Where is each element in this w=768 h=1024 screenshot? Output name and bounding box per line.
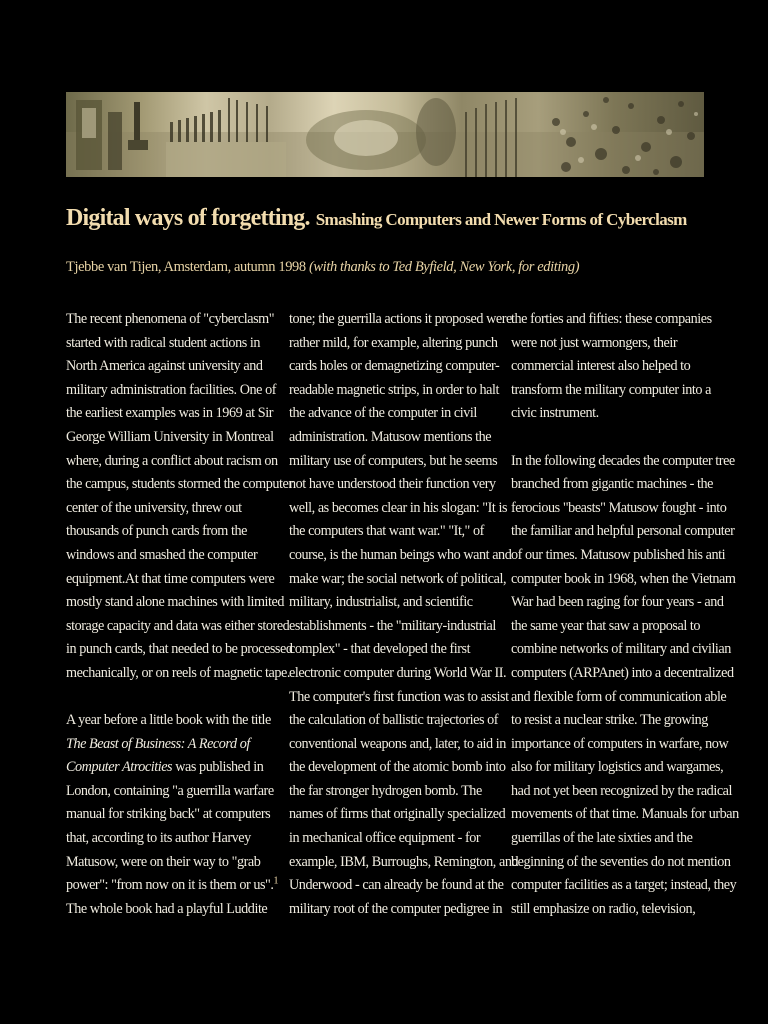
text-line: The recent phenomena of "cyberclasm" (66, 311, 275, 327)
text-line: tone; the guerrilla actions it proposed were (289, 311, 512, 327)
text-line: commercial interest also helped to (511, 358, 691, 375)
text-line: mechanically, or on reels of magnetic tape. (66, 664, 290, 681)
text-line: complex" - that developed the first (289, 641, 471, 658)
text-line: Matusow, were on their way to "grab (66, 853, 261, 870)
text-line: beginning of the seventies do not mention (511, 853, 731, 870)
paragraph (66, 709, 281, 921)
text-line: also for military logistics and wargames, (511, 759, 724, 776)
text-line: Underwood - can already be found at the (289, 877, 504, 894)
paragraph (511, 450, 739, 922)
text-line: equipment.At that time computers were (66, 570, 275, 587)
text-line: the familiar and helpful personal computer (511, 523, 735, 540)
text-line: military, industrialist, and scientific (289, 594, 473, 611)
text-line: the development of the atomic bomb into (289, 759, 506, 776)
text-line: conventional weapons and, later, to aid in (289, 735, 506, 752)
text-line: and flexible form of communication able (511, 688, 727, 705)
byline-thanks: (with thanks to Ted Byfield, New York, for editing) (308, 259, 580, 275)
text-line: the forties and fifties: these companies (511, 311, 712, 327)
text-line: cards holes or demagnetizing computer- (289, 358, 500, 375)
text-line: computer book in 1968, when the Vietnam (511, 570, 736, 587)
text-line: started with radical student actions in (66, 334, 261, 351)
text-line: course, is the human beings who want and (289, 546, 512, 563)
text-column-1 (66, 308, 293, 945)
text-line: the same year that saw a proposal to (511, 617, 701, 634)
paragraph (511, 308, 726, 426)
article-title (66, 198, 706, 241)
text-line: The whole book had a playful Luddite (66, 900, 268, 917)
text-line: ferocious "beasts" Matusow fought - into (511, 499, 727, 516)
text-line: thousands of punch cards from the (66, 523, 247, 540)
text-line: were not just warmongers, their (511, 334, 678, 351)
text-line: administration. Matusow mentions the (289, 428, 492, 445)
text-line: mostly stand alone machines with limited (66, 594, 285, 611)
text-line: the advance of the computer in civil (289, 405, 477, 422)
text-line: make war; the social network of political, (289, 570, 507, 587)
text-line: North America against university and (66, 358, 263, 375)
text-line: the calculation of ballistic trajectories of (289, 712, 499, 729)
text-line: the far stronger hydrogen bomb. The (289, 782, 482, 799)
text-line: of our times. Matusow published his anti (511, 546, 726, 563)
book-title: Computer Atrocities (66, 759, 173, 776)
text-line: civic instrument. (511, 405, 599, 422)
text-line: combine networks of military and civilian (511, 641, 731, 658)
title-subtitle: Smashing Computers and Newer Forms of Cyberclasm (315, 210, 687, 229)
book-title: The Beast of Business: A Record of (66, 735, 250, 752)
text-line: the campus, students stormed the computer (66, 476, 293, 493)
text-line: War had been raging for four years - and (511, 594, 724, 611)
text-line: computers (ARPAnet) into a decentralized (511, 664, 734, 681)
text-line: In the following decades the computer tree (511, 452, 735, 469)
text-line: military administration facilities. One of (66, 381, 277, 398)
paragraph (289, 308, 519, 921)
text-line: storage capacity and data was either stored (66, 617, 290, 634)
byline-author: Tjebbe van Tijen, Amsterdam, autumn 1998 (66, 259, 306, 275)
text-line: branched from gigantic machines - the (511, 476, 713, 493)
ancient-ruins-collage-icon (66, 92, 704, 177)
text-line: transform the military computer into a (511, 381, 711, 398)
text-line: military root of the computer pedigree in (289, 900, 503, 917)
text-line: readable magnetic strips, in order to halt (289, 381, 499, 398)
text-column-3 (511, 308, 739, 945)
text-line (66, 874, 281, 898)
text-line: electronic computer during World War II. (289, 664, 507, 681)
paragraph (66, 308, 293, 686)
text-line: guerrillas of the late sixties and the (511, 830, 693, 847)
text-line: to resist a nuclear strike. The growing (511, 712, 708, 729)
text-line: The computer's first function was to assist (289, 688, 509, 705)
text-line: George William University in Montreal (66, 428, 274, 445)
title-main: Digital ways of forgetting. (66, 205, 310, 231)
text-line: windows and smashed the computer (66, 546, 258, 563)
text-line: London, containing "a guerrilla warfare (66, 782, 274, 799)
text-line: computer facilities as a target; instead, they (511, 877, 737, 894)
text-line: well, as becomes clear in his slogan: "It is (289, 499, 508, 516)
text-line: manual for striking back" at computers (66, 806, 271, 823)
footnote-link[interactable]: 1 (273, 875, 279, 887)
text-line: movements of that time. Manuals for urban (511, 806, 739, 823)
text-line: center of the university, threw out (66, 499, 242, 516)
text-line: where, during a conflict about racism on (66, 452, 278, 469)
text-line: still emphasize on radio, television, (511, 900, 696, 917)
text-line: the computers that want war." "It," of (289, 523, 484, 540)
header-banner-image (66, 92, 704, 177)
text-line: A year before a little book with the title (66, 712, 271, 729)
text-line: establishments - the "military-industrial (289, 617, 496, 634)
text-line: in punch cards, that needed to be processed (66, 641, 293, 658)
text-line: that, according to its author Harvey (66, 830, 251, 847)
text-line: had not yet been recognized by the radical (511, 782, 732, 799)
text-line: military use of computers, but he seems (289, 452, 498, 469)
text-fragment: was published in (172, 759, 264, 776)
text-line: the earliest examples was in 1969 at Sir (66, 405, 273, 422)
text-column-2 (289, 308, 519, 945)
text-fragment: power": "from now on it is them or us". (66, 877, 274, 894)
text-line: in mechanical office equipment - for (289, 830, 481, 847)
text-line: rather mild, for example, altering punch (289, 334, 498, 351)
byline (66, 259, 706, 276)
text-line: example, IBM, Burroughs, Remington, and (289, 853, 519, 870)
text-line (66, 756, 281, 780)
text-line: importance of computers in warfare, now (511, 735, 729, 752)
text-line: names of firms that originally specialized (289, 806, 506, 823)
text-line: not have understood their function very (289, 476, 496, 493)
